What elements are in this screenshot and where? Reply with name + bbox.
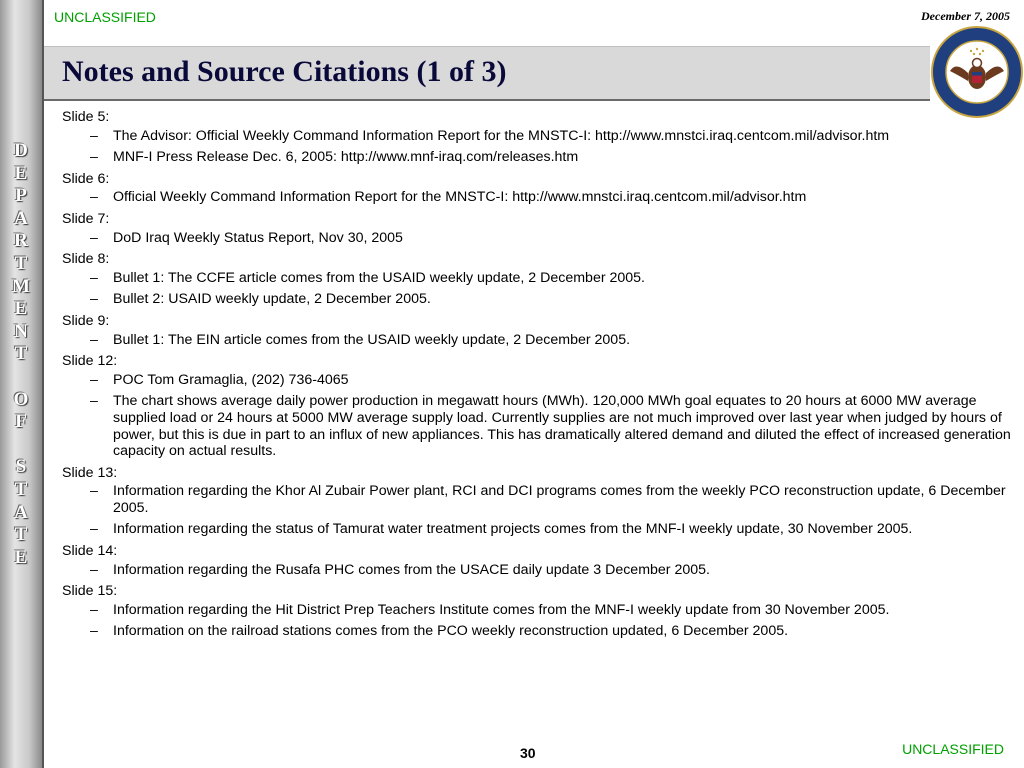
sidebar-letter [0, 434, 42, 457]
citation-text: POC Tom Gramaglia, (202) 736-4065 [113, 371, 349, 388]
citation-bullet [62, 562, 1012, 579]
citation-bullet [62, 602, 1012, 619]
slide-heading: Slide 8: [62, 251, 110, 268]
slide-heading: Slide 9: [62, 312, 110, 329]
citation-bullet [62, 149, 1012, 166]
citation-text: Official Weekly Command Information Report for the MNSTC-I: http://www.mnstci.iraq.centcom.mil/advisor.htm [113, 189, 807, 206]
sidebar-department-of-state-text [0, 140, 42, 569]
slide-heading: Slide 6: [62, 170, 110, 187]
dash-bullet-icon: – [90, 291, 98, 308]
citation-bullet [62, 270, 1012, 287]
dash-bullet-icon: – [90, 483, 98, 500]
sidebar-letter: A [14, 501, 28, 523]
dash-bullet-icon: – [90, 371, 98, 388]
sidebar-letter: T [14, 343, 28, 365]
sidebar-letter: O [13, 388, 29, 410]
dash-bullet-icon: – [90, 601, 98, 618]
dash-bullet-icon: – [90, 623, 98, 640]
page-number: 30 [520, 745, 536, 761]
citation-text: DoD Iraq Weekly Status Report, Nov 30, 2005 [113, 229, 403, 246]
citation-text: Information regarding the Rusafa PHC comes from the USACE daily update 3 December 2005. [113, 561, 710, 578]
sidebar-letter: E [14, 162, 28, 184]
title-bar [44, 46, 930, 101]
citation-bullet [62, 189, 1012, 206]
citation-text: Information regarding the Khor Al Zubair Power plant, RCI and DCI programs comes from the weekly PCO reconstruction update, 6 December 2005. [113, 483, 1006, 516]
sidebar-letter: R [14, 230, 28, 252]
citation-text: MNF-I Press Release Dec. 6, 2005: http://www.mnf-iraq.com/releases.htm [113, 149, 579, 166]
dash-bullet-icon: – [90, 331, 98, 348]
page-title: Notes and Source Citations (1 of 3) [62, 55, 507, 88]
citation-bullet [62, 521, 1012, 538]
citation-text: The Advisor: Official Weekly Command Information Report for the MNSTC-I: http://www.mnstci.iraq.centcom.mil/advisor.htm [113, 127, 890, 144]
sidebar-letter: T [14, 252, 28, 274]
citation-bullet [62, 393, 1012, 459]
dash-bullet-icon: – [90, 269, 98, 286]
citation-text: Information regarding the Hit District Prep Teachers Institute comes from the MNF-I weekly update from 30 November 2005. [113, 601, 890, 618]
citation-bullet [62, 230, 1012, 247]
sidebar-letter: D [14, 140, 28, 161]
classification-bottom: UNCLASSIFIED [902, 741, 1004, 757]
slide-heading: Slide 14: [62, 543, 118, 560]
slide-heading: Slide 15: [62, 583, 118, 600]
citation-text: Information on the railroad stations comes from the PCO weekly reconstruction updated, 6 December 2005. [113, 623, 789, 640]
dash-bullet-icon: – [90, 149, 98, 166]
citation-text: The chart shows average daily power production in megawatt hours (MWh). 120,000 MWh goal equates to 20 hours at 6000 MW average supplied load or 24 hours at 5000 MW average supply load. Currently supplies are not much improved over last year when judged by hours of power, but this is due in part to an influx of new appliances. This has dramatically altered demand and diluted the effect of increased generation capacity on actual results. [113, 393, 1011, 460]
slide-heading: Slide 13: [62, 464, 118, 481]
citation-text: Bullet 2: USAID weekly update, 2 December 2005. [113, 291, 431, 308]
slide-date: December 7, 2005 [921, 9, 1010, 23]
sidebar-letter: A [14, 207, 28, 229]
citation-bullet [62, 623, 1012, 640]
sidebar-letter: T [14, 524, 28, 546]
citation-bullet [62, 291, 1012, 308]
citation-text: Bullet 1: The EIN article comes from the USAID weekly update, 2 December 2005. [113, 331, 631, 348]
sidebar-letter: S [15, 456, 27, 478]
department-of-state-seal-icon [930, 25, 1024, 119]
citations-list [62, 106, 1012, 645]
sidebar-band [0, 0, 44, 768]
sidebar-letter: F [15, 411, 27, 433]
citation-text: Bullet 1: The CCFE article comes from the USAID weekly update, 2 December 2005. [113, 269, 646, 286]
dash-bullet-icon: – [90, 127, 98, 144]
slide-heading: Slide 5: [62, 109, 110, 125]
sidebar-letter: M [12, 275, 30, 297]
dash-bullet-icon: – [90, 521, 98, 538]
dash-bullet-icon: – [90, 229, 98, 246]
citation-text: Information regarding the status of Tamurat water treatment projects comes from the MNF-I weekly update, 30 November 2005. [113, 521, 913, 538]
sidebar-letter: T [14, 478, 28, 500]
sidebar-letter: N [14, 320, 28, 342]
citation-bullet [62, 483, 1012, 516]
citation-bullet [62, 372, 1012, 389]
citation-bullet [62, 332, 1012, 349]
slide-heading: Slide 7: [62, 210, 110, 227]
dash-bullet-icon: – [90, 393, 98, 410]
dash-bullet-icon: – [90, 189, 98, 206]
sidebar-letter: E [14, 298, 28, 320]
citation-bullet [62, 128, 1012, 145]
classification-top: UNCLASSIFIED [54, 9, 156, 25]
dash-bullet-icon: – [90, 561, 98, 578]
sidebar-letter: E [14, 546, 28, 568]
sidebar-letter [0, 366, 42, 389]
slide-heading: Slide 12: [62, 353, 118, 370]
sidebar-letter: P [15, 185, 27, 207]
